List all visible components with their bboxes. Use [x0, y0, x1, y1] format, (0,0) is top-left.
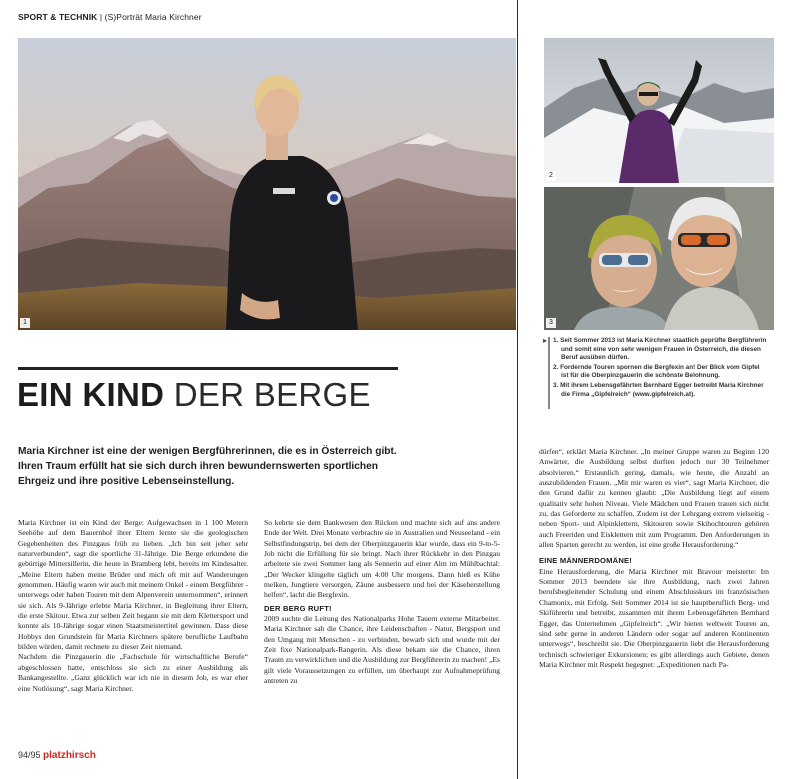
body-column-3	[539, 447, 769, 670]
climbers-image	[544, 187, 774, 330]
title-bold: EIN KIND	[17, 376, 165, 413]
photo-number: 1	[20, 318, 30, 328]
photo-number: 3	[546, 318, 556, 328]
paragraph: dürfen“, erklärt Maria Kirchner. „In meiner Gruppe waren zu Beginn 120 Anwärter, die Ausbildung selbst durften jedoch nur 30 Teilnehmer absolvieren.“ Erstaunlich gering, damals, wie heute, die Anzahl an auszubildenden Frauen. „Mit mir waren es vier“, sagt Maria Kirchner, die den Grund dafür zu kennen glaubt: „Die Ausbildung liegt auf einem qualitativ sehr hohen Niveau. Viele Mädchen und Frauen trauen sich nicht zu, das Geforderte zu schaffen. Zudem ist der Lehrgang extrem vielseitig - neben Sport- und Alpinklettern, Skitouren sowie Skihochtouren gehören auch Freeriden und Eisklettern mit zum Programm. Den Anforderungen in allen Sparten gerecht zu werden, ist eine große Herausforderung.“	[539, 447, 769, 550]
section-subtitle: (S)Porträt Maria Kirchner	[104, 12, 202, 22]
magazine-brand: platzhirsch	[43, 750, 96, 761]
summit-image	[544, 38, 774, 183]
photo-captions	[553, 337, 768, 400]
page-divider	[517, 0, 518, 779]
section-separator: |	[99, 12, 103, 22]
body-column-2	[264, 518, 500, 687]
photo-climbers	[544, 187, 774, 330]
photo-summit	[544, 38, 774, 183]
portrait-image	[18, 38, 516, 330]
paragraph: Maria Kirchner ist ein Kind der Berge: Aufgewachsen in 1 100 Metern Seehöhe auf dem Bauernhof ihrer Eltern lernte sie die geologischen Gegebenheiten des Pinzgaus früh zu lieben. „Ich bin seit jeher sehr naturverbunden“, sagt die sportliche 31-Jährige. Die Berge erkundete die gebürtige Mittersillerin, die heute in Bramberg lebt, bereits im Kindesalter. „Meine Eltern haben meine Brüder und mich oft mit auf Wanderungen genommen. Häufig waren wir auch mit meinem Onkel - einem Bergführer - unterwegs oder haben Touren mit dem Alpenverein unternommen“, erinnert sie sich. Als 9-Jährige erlebte Maria Kirchner, in Begleitung ihrer Eltern, die erste Skitour. Etwa zur selben Zeit begann sie mit dem Klettersport und konnte als 10-Jährige sogar einen Staatsmeistertitel gewinnen. Dass diese Hobbys den Grundstein für Maria Kirchners spätere berufliche Laufbahn bilden würden, damit rechnete zu dieser Zeit niemand.	[18, 518, 248, 652]
title-rule	[18, 367, 398, 370]
body-column-1	[18, 518, 248, 694]
paragraph: 2009 suchte die Leitung des Nationalparks Hohe Tauern externe Mitarbeiter. Maria Kirchner sah die Chance, ihre Leidenschaften - Natur, Bergsport und den Umgang mit Menschen - zu verbinden, bewarb sich und wurde mit der Zeit fixe Nationalpark-Rangerin. Als diese bekam sie die Chance, ihren Traum zu verwirklichen und die Ausbildung zur Bergführerin zu machen! „Es gilt viele Voraussetzungen zu erfüllen, um überhaupt zur Aufnahmeprüfung antreten zu	[264, 614, 500, 686]
title-light: DER BERGE	[164, 376, 371, 413]
caption-bar	[548, 337, 550, 409]
photo-portrait	[18, 38, 516, 330]
paragraph: Nachdem die Pinzgauerin die „Fachschule für wirtschaftliche Berufe“ abgeschlossen hatte, entschloss sie sich zu einer Ausbildung als Bankangestellte. „Ganz glücklich war ich nie in diesem Job, es war eher eine Notlösung“, sagt Maria Kirchner.	[18, 652, 248, 693]
page-numbers: 94/95	[18, 750, 41, 760]
subheading-der-berg-ruft: DER BERG RUFT!	[264, 603, 332, 613]
caption-2: 2. Fordernde Touren spornen die Bergfexin an! Der Blick vom Gipfel ist für die Oberpinzgauerin die schönste Belohnung.	[553, 363, 760, 380]
article-lead: Maria Kirchner ist eine der wenigen Bergführerinnen, die es in Österreich gibt. Ihren Traum erfüllt hat sie sich durch ihren bewundernswerten sportlichen Ehrgeiz und ihre positive Lebenseinstellung.	[18, 446, 397, 487]
paragraph: Eine Herausforderung, die Maria Kirchner mit Bravour meisterte: Im Sommer 2013 beendete sie ihre Ausbildung, nach zwei Jahren berufsbegleitender Schulung und einem Abschlusskurs im französischen Chamonix, mit Erfolg. Seit Sommer 2014 ist sie hauptberuflich Berg- und Skiführerin und betreibt, zusammen mit ihrem Lebensgefährten Bernhard Egger, das Unternehmen „Gipfelreich“. „Wir bieten weltweit Touren an, sind sehr gerne in anderen Ländern oder sogar auf anderen Kontinenten unterwegs“, beschreibt sie. Die Oberpinzgauerin liebt die Herausforderung technisch schwieriger Exkursionen; es gibt allerdings auch Gebiete, denen Maria Kirchner mit Respekt begegnet: „Expeditionen nach Pa-	[539, 566, 769, 669]
caption-1: 1. Seit Sommer 2013 ist Maria Kirchner staatlich geprüfte Bergführerin und somit eine von sehr wenigen Frauen in Österreich, die diesen Beruf ausüben dürfen.	[553, 337, 767, 362]
paragraph: So kehrte sie dem Bankwesen den Rücken und machte sich auf ans andere Ende der Welt. Drei Monate verbrachte sie in Australien und Neuseeland - ein Selbstfindungstrip, bei dem der Oberpinzgauerin klar wurde, dass ein 9-to-5-Job nicht die Erfüllung für sie bringt. Nach ihrer Rückkehr in den Pinzgau arbeitete sie zwei Sommer lang als Sennerin auf einer Alm im Mühlbachtal: „Der Wecker klingelte täglich um 4:00 Uhr morgens. Dann hieß es Kühe melken, Jungtiere versorgen, Zäune ausbessern und bei der Käseherstellung helfen“, lacht die Bergfexin.	[264, 518, 500, 600]
page-footer	[18, 750, 96, 761]
article-title	[17, 376, 371, 414]
section-name: SPORT & TECHNIK	[18, 12, 98, 22]
caption-arrow-icon: ▸	[543, 336, 548, 345]
photo-number: 2	[546, 171, 556, 181]
subheading-maennerdomaene: EINE MÄNNERDOMÄNE!	[539, 556, 633, 566]
caption-3: 3. Mit ihrem Lebensgefährten Bernhard Egger betreibt Maria Kirchner die Firma „Gipfelreich“ (www.gipfelreich.at).	[553, 381, 764, 398]
section-label	[18, 12, 202, 22]
